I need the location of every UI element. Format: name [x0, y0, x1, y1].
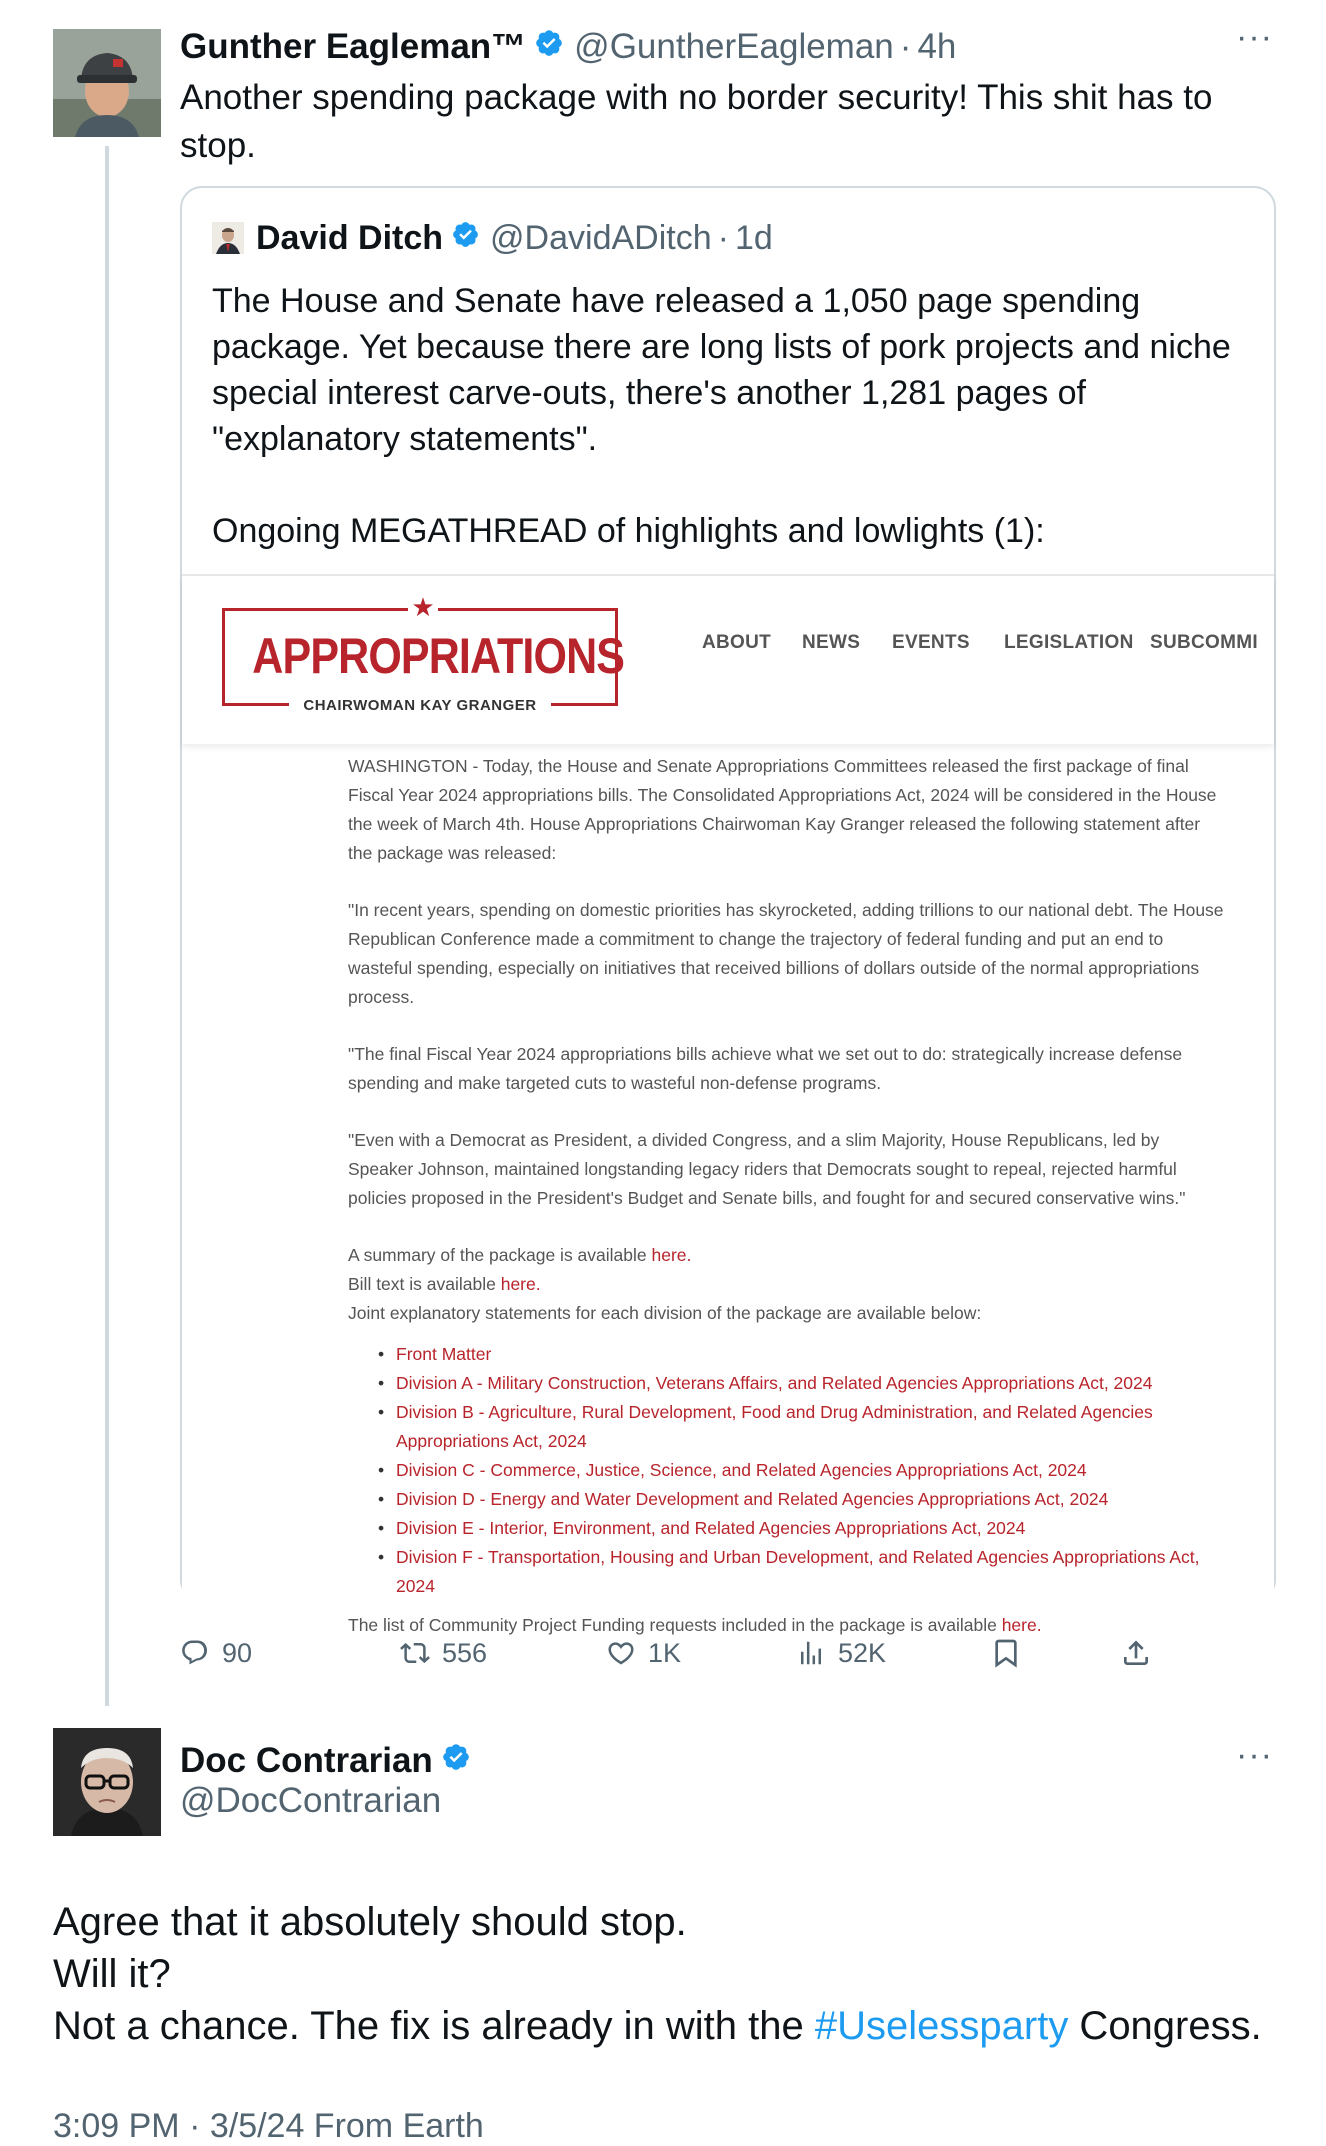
repost-button[interactable]: [400, 1628, 487, 1678]
author-name[interactable]: Gunther Eagleman™: [180, 27, 527, 66]
action-bar: [180, 1628, 1280, 1678]
quoted-tweet[interactable]: [180, 186, 1276, 1635]
repost-count: 556: [442, 1637, 488, 1668]
division-item: • Division E - Interior, Environment, and Related Agencies Appropriations Act, 2024: [348, 1514, 1228, 1543]
tweet-header: [180, 24, 956, 70]
division-item: • Division C - Commerce, Justice, Science, and Related Agencies Appropriations Act, 2024: [348, 1456, 1228, 1485]
share-button[interactable]: [1120, 1628, 1164, 1678]
quote-text-paragraph-1: The House and Senate have released a 1,050 page spending package. Yet because there are long lists of pork projects and niche special interest carve-outs, there's another 1,281 pages of "explanatory statements".: [212, 282, 1231, 458]
reply-header: [180, 1738, 471, 1784]
like-count: 1K: [648, 1637, 682, 1668]
bookmark-button[interactable]: [990, 1628, 1034, 1678]
quote-text-paragraph-2: Ongoing MEGATHREAD of highlights and lowlights (1):: [212, 512, 1045, 550]
site-header: [182, 576, 1274, 744]
views-count: 52K: [838, 1637, 887, 1668]
views-icon: [796, 1638, 826, 1668]
like-button[interactable]: [606, 1628, 681, 1678]
logo-wordmark: APPROPRIATIONS: [252, 628, 625, 684]
nav-subcommittees: SUBCOMMI: [1150, 632, 1258, 653]
quote-verified-badge-icon: [451, 219, 480, 258]
tweet-time[interactable]: 4h: [917, 27, 957, 66]
reply-author-name[interactable]: Doc Contrarian: [180, 1741, 433, 1780]
division-item: • Front Matter: [348, 1340, 1228, 1369]
repost-icon: [400, 1638, 430, 1668]
heart-icon: [606, 1638, 636, 1668]
nav-about: ABOUT: [702, 632, 772, 653]
views-button[interactable]: [796, 1628, 886, 1678]
reply-timestamp[interactable]: 3:09 PM · 3/5/24 From Earth: [53, 2107, 484, 2145]
article-paragraph-4: "Even with a Democrat as President, a divided Congress, and a slim Majority, House Republicans, led by Speaker Johnson, maintained longstanding legacy riders that Democrats sought to repeal, rejected harmful policies proposed in the President's Budget and Senate bills, and fought for and secured conservative wins.": [348, 1130, 1186, 1208]
nav-legislation: LEGISLATION: [1004, 632, 1134, 653]
reply-line-3: Not a chance. The fix is already in with the #Uselessparty Congress.: [53, 2004, 1262, 2048]
nav-events: EVENTS: [892, 632, 970, 653]
tweet-text: Another spending package with no border security! This shit has to stop.: [180, 78, 1213, 165]
division-item: • Division F - Transportation, Housing and Urban Development, and Related Agencies Appropriations Act, 2024: [348, 1543, 1228, 1601]
thread-line: [105, 146, 109, 1706]
share-icon: [1120, 1637, 1152, 1669]
author-handle[interactable]: @GuntherEagleman: [574, 27, 894, 66]
verified-badge-icon: [534, 27, 564, 67]
avatar-gunther-image: [53, 29, 161, 137]
reply-line-1: Agree that it absolutely should stop.: [53, 1900, 687, 1944]
avatar-doc-contrarian[interactable]: [53, 1728, 161, 1836]
reply-author-handle[interactable]: @DocContrarian: [180, 1781, 442, 1820]
article-paragraph-1: WASHINGTON - Today, the House and Senate Appropriations Committees released the first package of final Fiscal Year 2024 appropriations bills. The Consolidated Appropriations Act, 2024 will be considered in the House the week of March 4th. House Appropriations Chairwoman Kay Granger released the following statement after the package was released:: [348, 756, 1217, 863]
bookmark-icon: [990, 1637, 1022, 1669]
appropriations-logo: [222, 592, 625, 714]
more-options-icon[interactable]: ···: [1236, 18, 1273, 56]
division-item: • Division B - Agriculture, Rural Development, Food and Drug Administration, and Related Agencies Appropriations Act, 2024: [348, 1398, 1228, 1456]
nav-news: NEWS: [802, 632, 861, 653]
reply-line-2: Will it?: [53, 1952, 171, 1996]
community-project-line: The list of Community Project Funding requests included in the package is available here.: [348, 1615, 1042, 1635]
article-links: [348, 1241, 1228, 1328]
logo-subtitle: CHAIRWOMAN KAY GRANGER: [225, 697, 615, 715]
summary-line: A summary of the package is available here.: [348, 1245, 692, 1265]
reply-count: 90: [222, 1637, 253, 1668]
quote-header: [212, 216, 773, 260]
press-release-body: [348, 752, 1228, 1668]
quote-time[interactable]: 1d: [734, 218, 773, 257]
divisions-list: [348, 1340, 1228, 1601]
reply-more-options-icon[interactable]: ···: [1236, 1736, 1273, 1774]
quote-separator-dot: ·: [717, 218, 729, 257]
reply-verified-badge-icon: [441, 1741, 471, 1781]
reply-icon: [180, 1638, 210, 1668]
bill-text-line: Bill text is available here.: [348, 1274, 541, 1294]
avatar-doc-contrarian-image: [53, 1728, 161, 1836]
separator-dot: ·: [899, 27, 912, 66]
article-paragraph-2: "In recent years, spending on domestic priorities has skyrocketed, adding trillions to our national debt. The House Republican Conference made a commitment to change the trajectory of federal funding and put an end to wasteful spending, especially on initiatives that received billions of dollars outside of the normal appropriations process.: [348, 900, 1224, 1007]
division-item: • Division A - Military Construction, Veterans Affairs, and Related Agencies Appropriations Act, 2024: [348, 1369, 1228, 1398]
article-paragraph-3: "The final Fiscal Year 2024 appropriations bills achieve what we set out to do: strategically increase defense spending and make targeted cuts to wasteful non-defense programs.: [348, 1044, 1183, 1093]
quote-avatar: [212, 222, 244, 254]
reply-text: [53, 1896, 1293, 2052]
joint-statements-line: Joint explanatory statements for each division of the package are available below:: [348, 1303, 982, 1323]
quote-author-name[interactable]: David Ditch: [256, 218, 444, 257]
quote-image[interactable]: [182, 574, 1274, 1635]
division-item: • Division D - Energy and Water Development and Related Agencies Appropriations Act, 2024: [348, 1485, 1228, 1514]
reply-button[interactable]: [180, 1628, 252, 1678]
avatar-gunther[interactable]: [53, 29, 161, 137]
quote-text: [212, 278, 1252, 554]
quote-author-handle[interactable]: @DavidADitch: [490, 218, 712, 257]
summary-link: here.: [651, 1245, 692, 1265]
logo-star-icon: ★: [408, 593, 438, 621]
hashtag-link[interactable]: #Uselessparty: [814, 2004, 1069, 2048]
bill-text-link: here.: [500, 1274, 541, 1294]
